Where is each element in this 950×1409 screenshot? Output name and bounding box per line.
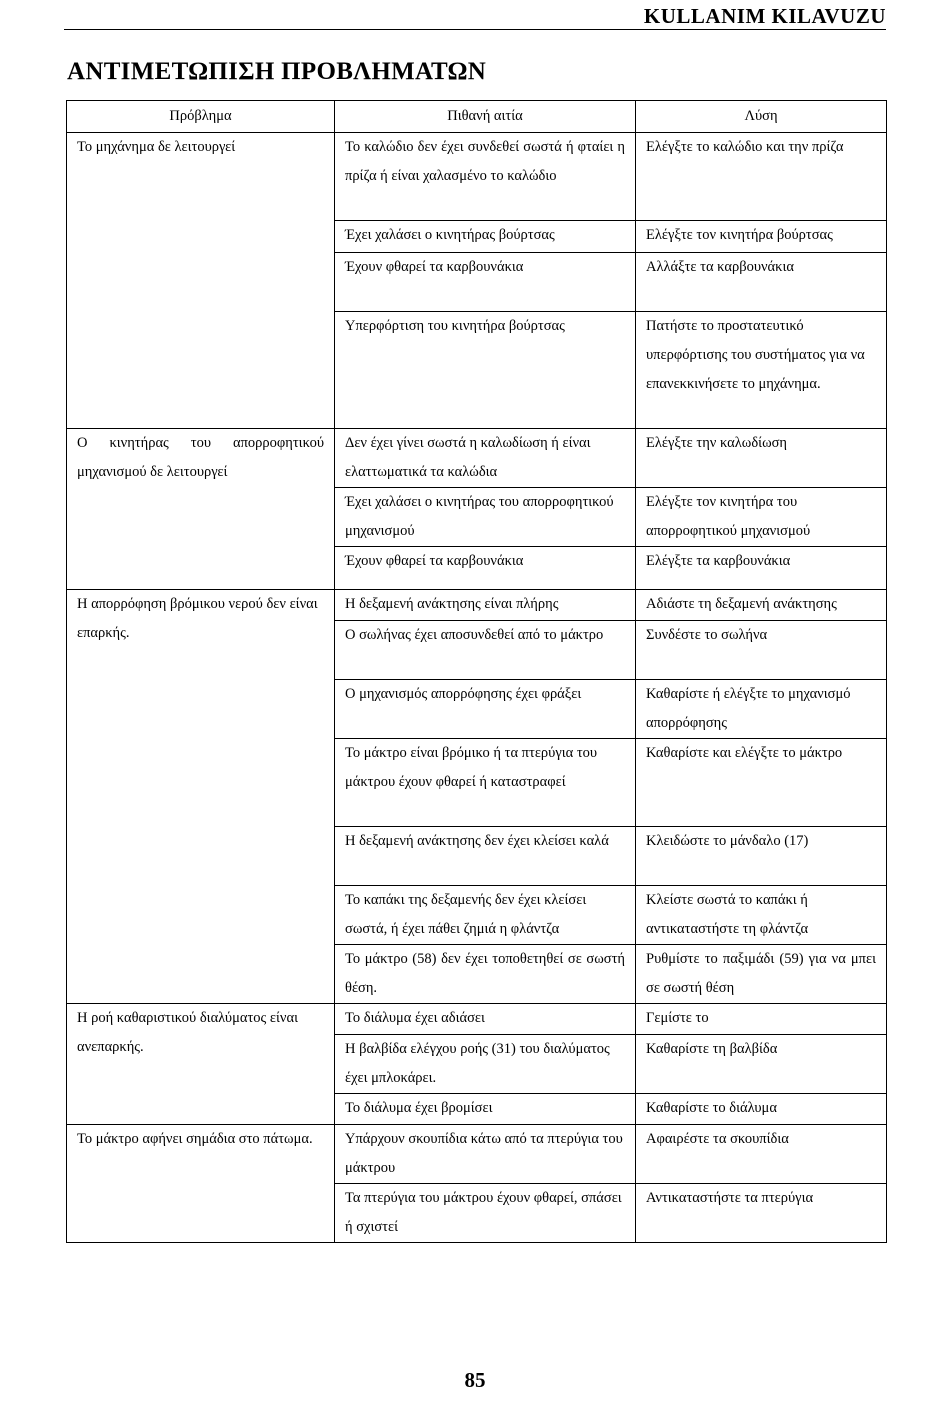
problem-cell: Ο κινητήρας του απορροφητικού μηχανισμού δε λειτουργεί xyxy=(67,429,335,590)
solution-cell: Καθαρίστε και ελέγξτε το μάκτρο xyxy=(636,739,887,827)
cause-cell: Έχει χαλάσει ο κινητήρας του απορροφητικού μηχανισμού xyxy=(335,488,636,547)
page-number: 85 xyxy=(464,1368,486,1392)
solution-cell: Αλλάξτε τα καρβουνάκια xyxy=(636,253,887,312)
problem-cell: Η ροή καθαριστικού διαλύματος είναι ανεπαρκής. xyxy=(67,1004,335,1125)
cause-cell: Υπερφόρτιση του κινητήρα βούρτσας xyxy=(335,312,636,429)
table-row xyxy=(67,429,887,488)
cause-cell: Το μάκτρο (58) δεν έχει τοποθετηθεί σε σωστή θέση. xyxy=(335,945,636,1004)
cause-cell: Έχουν φθαρεί τα καρβουνάκια xyxy=(335,253,636,312)
solution-cell: Γεμίστε το xyxy=(636,1004,887,1035)
header-title: KULLANIM KILAVUZU xyxy=(643,4,886,28)
solution-cell: Καθαρίστε ή ελέγξτε το μηχανισμό απορρόφησης xyxy=(636,680,887,739)
table-row xyxy=(67,1125,887,1184)
solution-cell: Καθαρίστε τη βαλβίδα xyxy=(636,1035,887,1094)
cause-cell: Η δεξαμενή ανάκτησης δεν έχει κλείσει καλά xyxy=(335,827,636,886)
solution-cell: Κλειδώστε το μάνδαλο (17) xyxy=(636,827,887,886)
cause-cell: Η βαλβίδα ελέγχου ροής (31) του διαλύματος έχει μπλοκάρει. xyxy=(335,1035,636,1094)
solution-cell: Κλείστε σωστά το καπάκι ή αντικαταστήστε τη φλάντζα xyxy=(636,886,887,945)
problem-cell: Η απορρόφηση βρόμικου νερού δεν είναι επαρκής. xyxy=(67,590,335,1004)
column-header-problem: Πρόβλημα xyxy=(67,101,335,133)
solution-cell: Πατήστε το προστατευτικό υπερφόρτισης του συστήματος για να επανεκκινήσετε το μηχάνημα. xyxy=(636,312,887,429)
cause-cell: Ο μηχανισμός απορρόφησης έχει φράξει xyxy=(335,680,636,739)
solution-cell: Ρυθμίστε το παξιμάδι (59) για να μπει σε σωστή θέση xyxy=(636,945,887,1004)
column-header-solution: Λύση xyxy=(636,101,887,133)
cause-cell: Το καλώδιο δεν έχει συνδεθεί σωστά ή φταίει η πρίζα ή είναι χαλασμένο το καλώδιο xyxy=(335,133,636,221)
solution-cell: Αντικαταστήστε τα πτερύγια xyxy=(636,1184,887,1243)
solution-cell: Αδιάστε τη δεξαμενή ανάκτησης xyxy=(636,590,887,621)
solution-cell: Συνδέστε το σωλήνα xyxy=(636,621,887,680)
problem-cell: Το μηχάνημα δε λειτουργεί xyxy=(67,133,335,429)
table-row xyxy=(67,590,887,621)
cause-cell: Ο σωλήνας έχει αποσυνδεθεί από το μάκτρο xyxy=(335,621,636,680)
table-row xyxy=(67,133,887,221)
cause-cell: Έχουν φθαρεί τα καρβουνάκια xyxy=(335,547,636,590)
table-header-row xyxy=(67,101,887,133)
header-rule xyxy=(64,29,886,30)
table-row xyxy=(67,1004,887,1035)
cause-cell: Το καπάκι της δεξαμενής δεν έχει κλείσει σωστά, ή έχει πάθει ζημιά η φλάντζα xyxy=(335,886,636,945)
solution-cell: Αφαιρέστε τα σκουπίδια xyxy=(636,1125,887,1184)
cause-cell: Το διάλυμα έχει αδιάσει xyxy=(335,1004,636,1035)
cause-cell: Το μάκτρο είναι βρόμικο ή τα πτερύγια του μάκτρου έχουν φθαρεί ή καταστραφεί xyxy=(335,739,636,827)
cause-cell: Έχει χαλάσει ο κινητήρας βούρτσας xyxy=(335,221,636,253)
solution-cell: Καθαρίστε το διάλυμα xyxy=(636,1094,887,1125)
cause-cell: Δεν έχει γίνει σωστά η καλωδίωση ή είναι ελαττωματικά τα καλώδια xyxy=(335,429,636,488)
section-title: ΑΝΤΙΜΕΤΩΠΙΣΗ ΠΡΟΒΛΗΜΑΤΩΝ xyxy=(67,58,487,85)
cause-cell: Τα πτερύγια του μάκτρου έχουν φθαρεί, σπάσει ή σχιστεί xyxy=(335,1184,636,1243)
cause-cell: Υπάρχουν σκουπίδια κάτω από τα πτερύγια του μάκτρου xyxy=(335,1125,636,1184)
solution-cell: Ελέγξτε τον κινητήρα βούρτσας xyxy=(636,221,887,253)
cause-cell: Το διάλυμα έχει βρομίσει xyxy=(335,1094,636,1125)
troubleshooting-table xyxy=(66,100,887,1243)
solution-cell: Ελέγξτε τα καρβουνάκια xyxy=(636,547,887,590)
solution-cell: Ελέγξτε τον κινητήρα του απορροφητικού μηχανισμού xyxy=(636,488,887,547)
cause-cell: Η δεξαμενή ανάκτησης είναι πλήρης xyxy=(335,590,636,621)
solution-cell: Ελέγξτε το καλώδιο και την πρίζα xyxy=(636,133,887,221)
solution-cell: Ελέγξτε την καλωδίωση xyxy=(636,429,887,488)
column-header-cause: Πιθανή αιτία xyxy=(335,101,636,133)
problem-cell: Το μάκτρο αφήνει σημάδια στο πάτωμα. xyxy=(67,1125,335,1243)
